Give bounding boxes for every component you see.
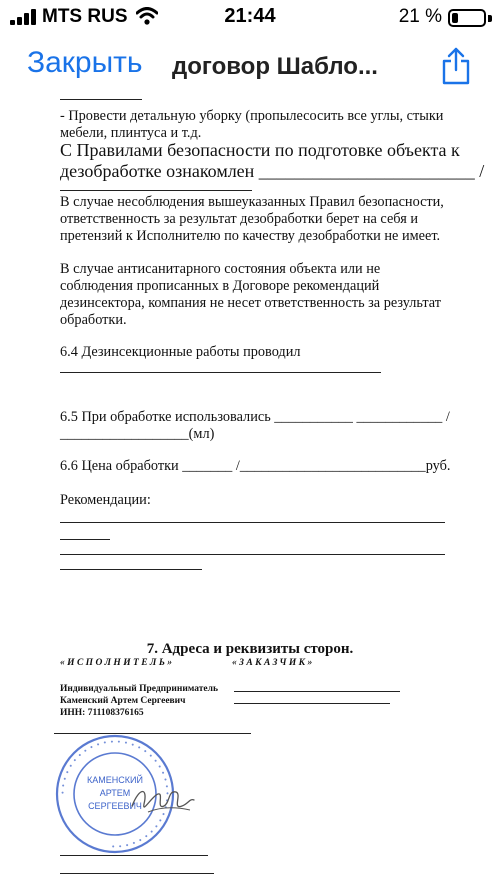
- item-6-4-line: [60, 372, 381, 373]
- share-icon[interactable]: [440, 46, 472, 86]
- bottom-line-1: [60, 855, 208, 856]
- noncompliance-line-2: ответственность за результат дезобработки берет на себя и: [60, 211, 419, 227]
- item-6-5-line-1: 6.5 При обработке использовались ___________ ____________ /: [60, 409, 450, 425]
- item-6-4: 6.4 Дезинсекционные работы проводил: [60, 344, 301, 360]
- carrier-name: MTS RUS: [42, 6, 128, 27]
- recommendations-label: Рекомендации:: [60, 492, 151, 508]
- safety-line-2: дезобработке ознакомлен ________________________ /: [60, 161, 485, 181]
- customer-line-2: [234, 703, 390, 704]
- customer-line-1: [234, 691, 400, 692]
- battery-cap: [488, 15, 492, 22]
- document-viewer[interactable]: [0, 96, 500, 887]
- item-6-6: 6.6 Цена обработки _______ /__________________________руб.: [60, 458, 451, 474]
- battery-percent: 21 %: [398, 6, 442, 27]
- recommendations-line-1: [60, 522, 445, 523]
- document-title: договор Шабло...: [172, 53, 378, 80]
- safety-line-1: С Правилами безопасности по подготовке объекта к: [60, 140, 460, 160]
- status-time: 21:44: [224, 5, 276, 27]
- recommendations-line-3: [60, 554, 445, 555]
- close-button[interactable]: Закрыть: [27, 46, 143, 79]
- executor-detail-2: Каменский Артем Сергеевич: [60, 696, 186, 706]
- battery-level: [452, 13, 458, 23]
- cleanup-line-1: - Провести детальную уборку (пропылесосить все углы, стыки: [60, 108, 444, 124]
- executor-detail-1: Индивидуальный Предприниматель: [60, 684, 218, 694]
- stamp-text-2: АРТЕМ: [99, 788, 131, 798]
- svg-text:• • • • • • • • • • • • • • •: • • • • • • • • • • • • • • • • • • • • • • • • • • • • • • • • • • • •: [57, 736, 173, 852]
- navigation-bar: [0, 36, 500, 96]
- antisanitary-line-3: дезинсектора, компания не несет ответственность за результат: [60, 295, 442, 311]
- executor-detail-3: ИНН: 711108376165: [60, 708, 144, 718]
- cut-off-underline: [60, 96, 142, 100]
- antisanitary-line-4: обработки.: [60, 312, 127, 328]
- bottom-line-2: [60, 873, 214, 874]
- section-7-title: 7. Адреса и реквизиты сторон.: [146, 641, 354, 657]
- executor-label: «ИСПОЛНИТЕЛЬ»: [60, 658, 175, 668]
- status-bar: [0, 0, 500, 36]
- noncompliance-line-1: В случае несоблюдения вышеуказанных Правил безопасности,: [60, 194, 444, 210]
- stamp-text-1: КАМЕНСКИЙ: [87, 775, 143, 785]
- cleanup-line-2: мебели, плинтуса и т.д.: [60, 125, 202, 141]
- signature-line: [60, 190, 252, 191]
- customer-label: «ЗАКАЗЧИК»: [232, 658, 315, 668]
- noncompliance-line-3: претензий к Исполнителю по качеству дезобработки не имеет.: [60, 228, 441, 244]
- stamp-text-3: СЕРГЕЕВИЧ: [88, 801, 142, 811]
- antisanitary-line-1: В случае антисанитарного состояния объекта или не: [60, 261, 381, 277]
- handwritten-signature: [128, 776, 198, 826]
- recommendations-line-4: [60, 569, 202, 570]
- battery-icon: [448, 9, 486, 27]
- antisanitary-line-2: соблюдения прописанных в Договоре рекомендаций: [60, 278, 380, 294]
- recommendations-line-2: [60, 539, 110, 540]
- item-6-5-line-2: __________________(мл): [60, 426, 215, 442]
